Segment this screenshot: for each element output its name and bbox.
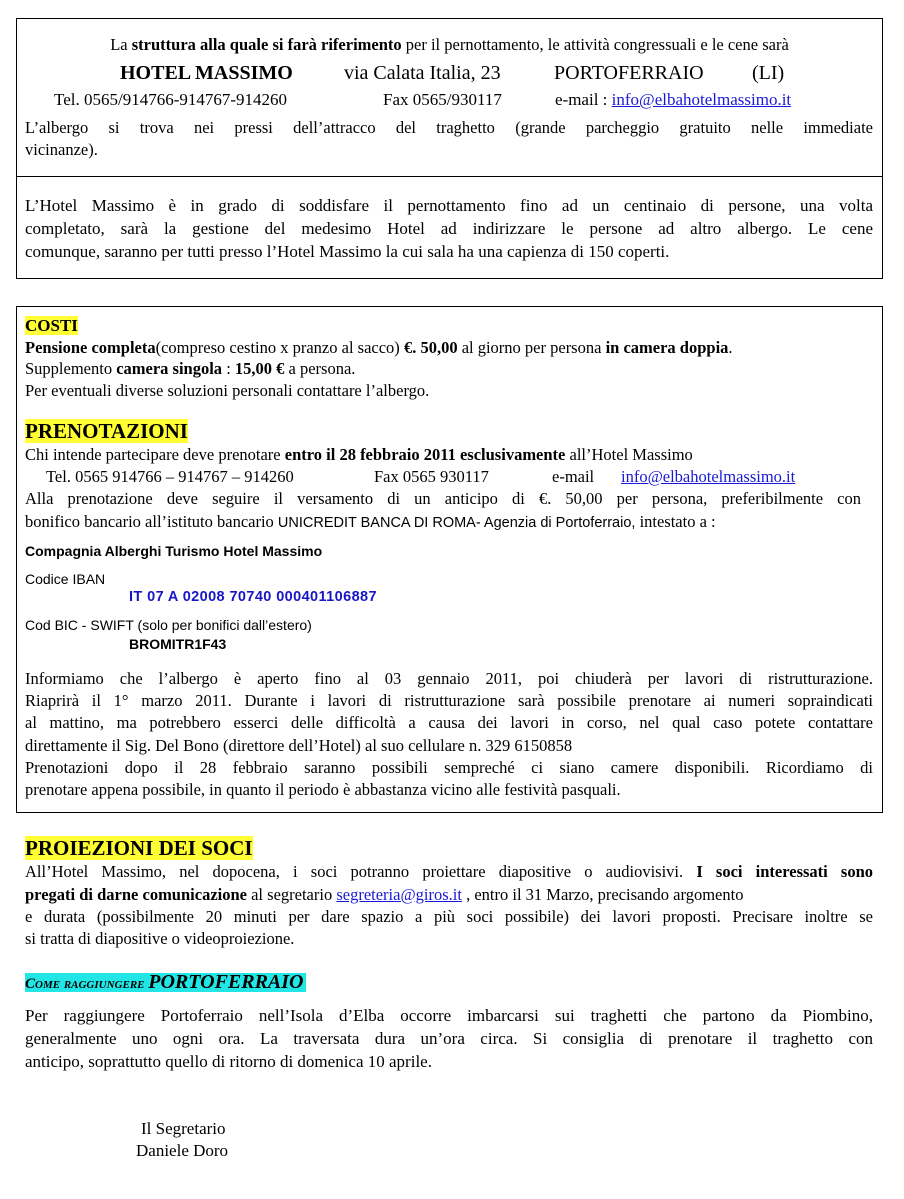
iban-value: IT 07 A 02008 70740 000401106887 <box>129 589 377 605</box>
hotel-location-l1: L’albergo si trova nei pressi dell’attracco del traghetto (grande parcheggio gratuito nelle immediate <box>25 118 873 137</box>
hotel-capacity-l1: L’Hotel Massimo è in grado di soddisfare il pernottamento fino ad un centinaio di persone, una volta <box>25 196 873 215</box>
bic-value: BROMITR1F43 <box>129 636 227 652</box>
info-l5: Prenotazioni dopo il 28 febbraio saranno possibili sempreché ci siano camere disponibili. Ricordiamo di <box>25 758 873 777</box>
hotel-email-link[interactable]: info@elbahotelmassimo.it <box>611 90 792 109</box>
hotel-capacity-l2: completato, sarà la gestione del medesimo Hotel ad indirizzare le persone ad altro albergo. Le cene <box>25 219 873 238</box>
proiezioni-l3: e durata (possibilmente 20 minuti per dare spazio a più soci possibile) dei lavori proposti. Precisare inoltre se <box>25 907 873 926</box>
hotel-intro: La struttura alla quale si farà riferimento per il pernottamento, le attività congressuali e le cene sarà <box>110 35 789 54</box>
bic-label: Cod BIC - SWIFT (solo per bonifici dall’estero) <box>25 617 312 633</box>
costi-line-2: Supplemento camera singola : 15,00 € a persona. <box>25 359 356 378</box>
costi-line-3: Per eventuali diverse soluzioni personali contattare l’albergo. <box>25 381 430 400</box>
prenotazioni-deposit-l1: Alla prenotazione deve seguire il versamento di un anticipo di €. 50,00 per persona, preferibilmente con <box>25 489 861 508</box>
costi-heading: COSTI <box>25 316 78 335</box>
prenotazioni-line-1: Chi intende partecipare deve prenotare entro il 28 febbraio 2011 esclusivamente all’Hotel Massimo <box>25 445 693 464</box>
signature-role: Il Segretario <box>141 1119 226 1138</box>
prenotazioni-fax: Fax 0565 930117 <box>374 467 489 486</box>
segreteria-email-link[interactable]: segreteria@giros.it <box>336 885 462 904</box>
iban-label: Codice IBAN <box>25 571 106 587</box>
come-heading: Come raggiungere PORTOFERRAIO <box>25 971 304 993</box>
prenotazioni-deposit-l2: bonifico bancario all’istituto bancario UNICREDIT BANCA DI ROMA- Agenzia di Portoferraio, intestato a : <box>25 512 716 531</box>
come-l2: generalmente uno ogni ora. La traversata dura un’ora circa. Si consiglia di prenotare il traghetto con <box>25 1029 873 1048</box>
payee-name: Compagnia Alberghi Turismo Hotel Massimo <box>25 543 323 559</box>
hotel-capacity-l3: comunque, saranno per tutti presso l’Hotel Massimo la cui sala ha una capienza di 150 coperti. <box>25 242 670 261</box>
info-l1: Informiamo che l’albergo è aperto fino al 03 gennaio 2011, poi chiuderà per lavori di ristrutturazione. <box>25 669 873 688</box>
hotel-box-divider <box>16 176 883 177</box>
proiezioni-l1: All’Hotel Massimo, nel dopocena, i soci potranno proiettare diapositive o audiovisivi. I soci interessati sono <box>25 862 873 881</box>
hotel-location-l2: vicinanze). <box>25 140 98 159</box>
hotel-tel: Tel. 0565/914766-914767-914260 <box>54 90 288 109</box>
info-l6: prenotare appena possibile, in quanto il periodo è abbastanza vicino alle festività pasquali. <box>25 780 621 799</box>
proiezioni-l4: si tratta di diapositive o videoproiezione. <box>25 929 295 948</box>
hotel-fax: Fax 0565/930117 <box>383 90 502 109</box>
come-l3: anticipo, soprattutto quello di ritorno di domenica 10 aprile. <box>25 1052 432 1071</box>
costi-line-1: Pensione completa(compreso cestino x pranzo al sacco) €. 50,00 al giorno per persona in camera doppia. <box>25 338 733 357</box>
prenotazioni-heading: PRENOTAZIONI <box>25 419 188 443</box>
hotel-name: HOTEL MASSIMO <box>120 62 293 84</box>
info-l2: Riaprirà il 1° marzo 2011. Durante i lavori di ristrutturazione sarà possibile prenotare ai numeri sopraindicati <box>25 691 873 710</box>
hotel-email-line: e-mail : info@elbahotelmassimo.it <box>555 90 792 109</box>
hotel-city: PORTOFERRAIO <box>554 62 704 84</box>
prenotazioni-tel: Tel. 0565 914766 – 914767 – 914260 <box>46 467 294 486</box>
prenotazioni-email-label: e-mail <box>552 467 595 486</box>
prenotazioni-email-link[interactable]: info@elbahotelmassimo.it <box>621 467 796 486</box>
info-l4: direttamente il Sig. Del Bono (direttore dell’Hotel) al suo cellulare n. 329 6150858 <box>25 736 573 755</box>
come-l1: Per raggiungere Portoferraio nell’Isola d’Elba occorre imbarcarsi sui traghetti che partono da Piombino, <box>25 1006 873 1025</box>
proiezioni-l2: pregati di darne comunicazione al segretario segreteria@giros.it , entro il 31 Marzo, precisando argomento <box>25 885 744 904</box>
info-l3: al mattino, ma potrebbero esserci delle difficoltà a causa dei lavori in corso, nel qual caso potete contattare <box>25 713 873 732</box>
hotel-address: via Calata Italia, 23 <box>344 62 501 84</box>
signature-name: Daniele Doro <box>136 1141 229 1160</box>
proiezioni-heading: PROIEZIONI DEI SOCI <box>25 836 253 860</box>
hotel-province: (LI) <box>752 62 785 84</box>
hotel-name-line <box>120 61 293 85</box>
